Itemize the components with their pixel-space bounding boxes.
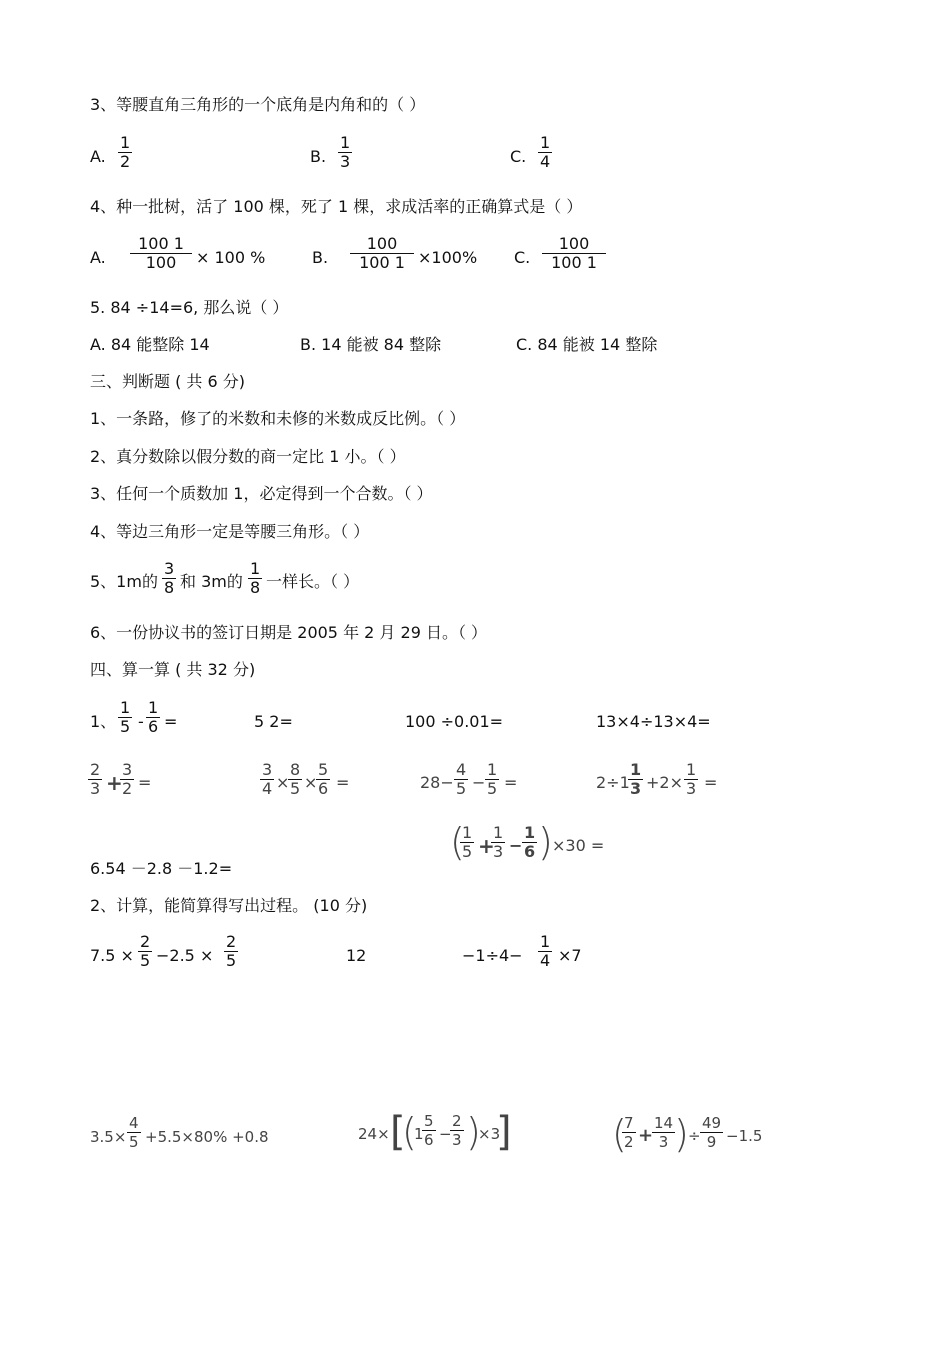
- denominator: 2: [120, 152, 131, 171]
- calc-f3-divide: ÷: [688, 1127, 701, 1145]
- q5-option-a: A. 84 能整除 14: [90, 335, 210, 354]
- numerator: 1: [148, 698, 159, 717]
- calc-e3-fraction: [538, 933, 552, 970]
- numerator: 8: [290, 760, 301, 779]
- numerator: 7: [624, 1114, 634, 1132]
- calc-f2-part-a: 24×: [358, 1125, 390, 1143]
- numerator: 1: [630, 760, 642, 779]
- section4-heading: 四、算一算 ( 共 32 分): [90, 660, 256, 679]
- calc-r2c-equals: =: [504, 773, 518, 792]
- calc-r3-minus: −: [509, 836, 523, 855]
- denominator: 5: [290, 779, 301, 798]
- calc-r3-open-paren: (: [450, 820, 465, 864]
- q3-option-c-fraction: [538, 134, 552, 171]
- calc-r2d-equals: =: [704, 773, 718, 792]
- q4-option-c-fraction: [542, 235, 606, 272]
- denominator: 100 1: [542, 253, 606, 272]
- calc-f3-open-paren: (: [612, 1112, 627, 1156]
- denominator: 3: [340, 152, 351, 171]
- calc-row1-label: 1、: [90, 712, 117, 731]
- numerator: 1: [120, 698, 131, 717]
- denominator: 5: [140, 951, 151, 970]
- calc-e1-fraction-2: [224, 933, 238, 970]
- calc-r2c-lead: 28−: [420, 773, 454, 792]
- calc-f2-fraction-2: [450, 1112, 464, 1149]
- calc-f2-close-paren: ): [466, 1110, 481, 1154]
- numerator: 3: [122, 760, 133, 779]
- numerator: 1: [493, 823, 504, 842]
- calc-r1d: 13×4÷13×4=: [596, 712, 711, 731]
- calc-f3-fraction-2: [652, 1114, 675, 1151]
- numerator: 2: [90, 760, 101, 779]
- numerator: 3: [262, 760, 273, 779]
- q4-option-a-fraction: [130, 235, 192, 272]
- denominator: 6: [318, 779, 329, 798]
- calc-r2b-times-1: ×: [276, 773, 290, 792]
- judge-item-5-fraction-2: [248, 560, 262, 597]
- calc-r2a-equals: =: [138, 773, 152, 792]
- calc-f2-fraction-1: [422, 1112, 436, 1149]
- calc-e1-fraction-1: [138, 933, 152, 970]
- denominator: 5: [120, 717, 131, 736]
- calc-r1a-fraction-1: [118, 699, 132, 736]
- numerator: 100 1: [138, 234, 184, 253]
- judge-item-2: 2、真分数除以假分数的商一定比 1 小。（ ）: [90, 447, 406, 466]
- calc-f1-part-b: +5.5×80% +0.8: [145, 1128, 269, 1146]
- q3-option-c-label: C.: [510, 147, 527, 166]
- numerator: 1: [540, 932, 551, 951]
- calc-e1-part-b: −2.5 ×: [156, 946, 214, 965]
- calc-f2-tail: ×3: [478, 1125, 501, 1143]
- numerator: 2: [140, 932, 151, 951]
- calc-f2-open-paren: (: [402, 1110, 417, 1154]
- calc-r3-close-paren: ): [538, 820, 553, 864]
- numerator: 1: [340, 133, 351, 152]
- numerator: 4: [456, 760, 467, 779]
- calc-f3-tail: −1.5: [726, 1127, 763, 1145]
- denominator: 3: [90, 779, 101, 798]
- numerator: 100: [366, 234, 398, 253]
- q4-option-b-fraction: [350, 235, 414, 272]
- calc-f1-part-a: 3.5×: [90, 1128, 127, 1146]
- judge-item-3: 3、任何一个质数加 1，必定得到一个合数。（ ）: [90, 484, 433, 503]
- denominator: 4: [262, 779, 273, 798]
- q5-option-c: C. 84 能被 14 整除: [516, 335, 658, 354]
- calc-heading: 2、计算，能简算得写出过程。 (10 分): [90, 896, 368, 915]
- denominator: 6: [524, 842, 536, 861]
- judge-item-5-prefix: 5、1m的: [90, 572, 158, 591]
- numerator: 1: [250, 559, 261, 578]
- denominator: 8: [250, 578, 261, 597]
- denominator: 100: [130, 253, 192, 272]
- calc-r3-plus: +: [478, 834, 495, 858]
- numerator: 5: [424, 1112, 434, 1130]
- calc-r2d-fraction-2: [684, 761, 698, 798]
- numerator: 1: [487, 760, 498, 779]
- q4-option-a-tail: × 100 %: [196, 248, 266, 267]
- judge-item-5-middle: 和 3m的: [180, 572, 243, 591]
- denominator: 3: [630, 779, 642, 798]
- calc-f3-plus: +: [638, 1125, 654, 1146]
- calc-e2: 12: [346, 946, 367, 965]
- calc-f3-close-paren: ): [674, 1112, 689, 1156]
- calc-r3-tail: ×30 =: [552, 836, 605, 855]
- judge-item-5-fraction-1: [162, 560, 176, 597]
- calc-r1c: 100 ÷0.01=: [405, 712, 504, 731]
- denominator: 5: [129, 1133, 139, 1151]
- q4-option-b-tail: ×100%: [418, 248, 478, 267]
- calc-r2b-fraction-2: [288, 761, 302, 798]
- q4-option-b-label: B.: [312, 248, 329, 267]
- calc-r2d-lead: 2÷1: [596, 773, 630, 792]
- calc-r3-fraction-1: [460, 824, 474, 861]
- calc-r2a-plus: +: [106, 771, 123, 795]
- numerator: 2: [452, 1112, 462, 1130]
- calc-r2d-fraction-1: [628, 761, 643, 798]
- numerator: 49: [702, 1114, 722, 1132]
- denominator: 8: [164, 578, 175, 597]
- q3-stem: 3、等腰直角三角形的一个底角是内角和的（ ）: [90, 95, 426, 114]
- q3-option-b-label: B.: [310, 147, 327, 166]
- numerator: 1: [686, 760, 697, 779]
- calc-r3-left: 6.54 －2.8 －1.2=: [90, 859, 233, 878]
- calc-f1-fraction: [127, 1114, 141, 1151]
- calc-r1a-equals: =: [164, 712, 178, 731]
- calc-r2b-times-2: ×: [304, 773, 318, 792]
- numerator: 4: [129, 1114, 139, 1132]
- denominator: 3: [493, 842, 504, 861]
- q5-option-b: B. 14 能被 84 整除: [300, 335, 442, 354]
- numerator: 3: [164, 559, 175, 578]
- calc-f2-open-bracket: [: [390, 1109, 406, 1155]
- numerator: 14: [654, 1114, 674, 1132]
- calc-r2c-fraction-1: [454, 761, 468, 798]
- denominator: 3: [686, 779, 697, 798]
- calc-r3-fraction-3: [522, 824, 537, 861]
- judge-item-1: 1、一条路，修了的米数和未修的米数成反比例。（ ）: [90, 409, 466, 428]
- calc-f3-fraction-3: [700, 1114, 723, 1151]
- calc-r1b: 5 2=: [254, 712, 293, 731]
- q4-option-a-label: A.: [90, 248, 106, 267]
- q3-option-a-fraction: [118, 134, 132, 171]
- calc-e3-part-b: ×7: [558, 946, 582, 965]
- numerator: 1: [120, 133, 131, 152]
- calc-e3-part-a: −1÷4−: [462, 946, 523, 965]
- numerator: 1: [540, 133, 551, 152]
- denominator: 5: [462, 842, 473, 861]
- denominator: 4: [540, 951, 551, 970]
- calc-f3-fraction-1: [622, 1114, 636, 1151]
- calc-e1-part-a: 7.5 ×: [90, 946, 134, 965]
- calc-r3-fraction-2: [491, 824, 505, 861]
- calc-f2-close-bracket: ]: [496, 1109, 512, 1155]
- numerator: 1: [462, 823, 473, 842]
- denominator: 6: [148, 717, 159, 736]
- denominator: 9: [700, 1132, 723, 1151]
- q5-stem: 5. 84 ÷14=6, 那么说（ ）: [90, 298, 289, 317]
- denominator: 2: [122, 779, 133, 798]
- calc-r1a-fraction-2: [146, 699, 160, 736]
- calc-f2-minus: −: [439, 1125, 452, 1143]
- calc-r2d-mid: +2×: [646, 773, 683, 792]
- q3-option-b-fraction: [338, 134, 352, 171]
- denominator: 4: [540, 152, 551, 171]
- calc-r2b-fraction-1: [260, 761, 274, 798]
- calc-r2c-minus: −: [472, 773, 486, 792]
- judge-item-5-suffix: 一样长。（ ）: [266, 572, 360, 591]
- q3-option-a-label: A.: [90, 147, 106, 166]
- calc-r2b-fraction-3: [316, 761, 330, 798]
- numerator: 100: [558, 234, 590, 253]
- numerator: 1: [524, 823, 536, 842]
- calc-r2c-fraction-2: [485, 761, 499, 798]
- denominator: 2: [624, 1133, 634, 1151]
- q4-stem: 4、种一批树，活了 100 棵，死了 1 棵，求成活率的正确算式是（ ）: [90, 197, 583, 216]
- numerator: 5: [318, 760, 329, 779]
- section3-heading: 三、判断题 ( 共 6 分): [90, 372, 246, 391]
- calc-r2b-equals: =: [336, 773, 350, 792]
- denominator: 5: [456, 779, 467, 798]
- denominator: 3: [652, 1132, 675, 1151]
- judge-item-6: 6、一份协议书的签订日期是 2005 年 2 月 29 日。（ ）: [90, 623, 488, 642]
- denominator: 5: [226, 951, 237, 970]
- denominator: 6: [424, 1131, 434, 1149]
- calc-r2a-fraction-1: [88, 761, 102, 798]
- q4-option-c-label: C.: [514, 248, 531, 267]
- denominator: 100 1: [350, 253, 414, 272]
- numerator: 2: [226, 932, 237, 951]
- calc-r1a-minus: -: [138, 712, 144, 731]
- denominator: 3: [452, 1131, 462, 1149]
- denominator: 5: [487, 779, 498, 798]
- calc-f2-whole: 1: [414, 1125, 424, 1143]
- calc-r2a-fraction-2: [120, 761, 134, 798]
- judge-item-4: 4、等边三角形一定是等腰三角形。（ ）: [90, 522, 370, 541]
